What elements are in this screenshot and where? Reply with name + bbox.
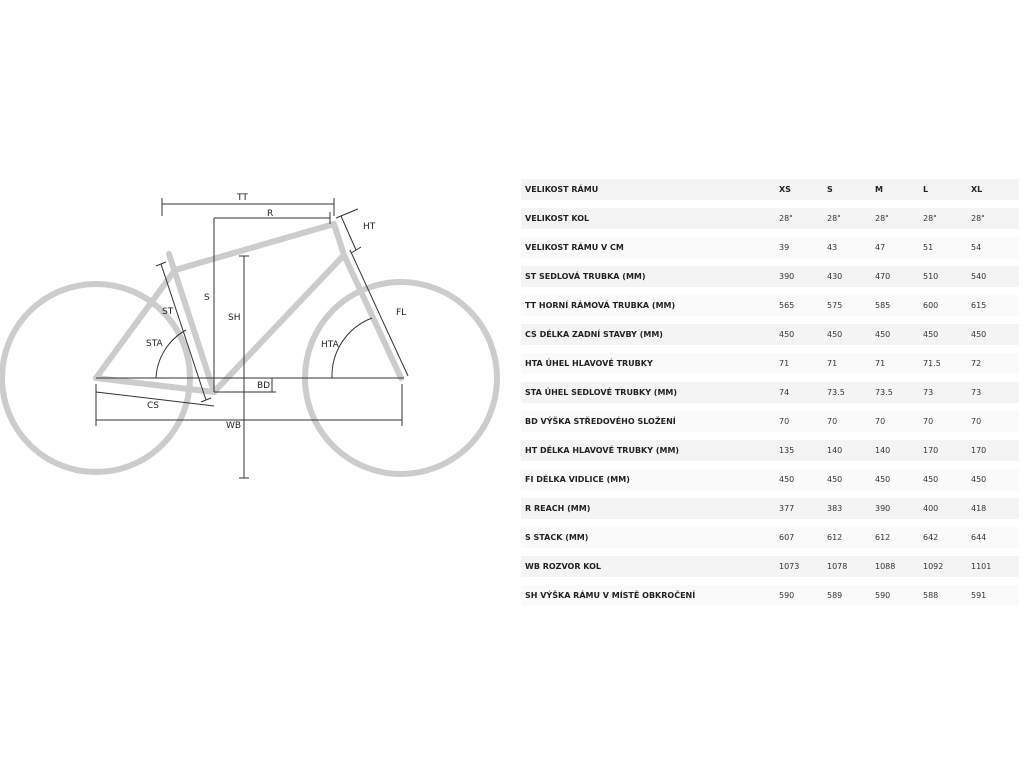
row-value: 43 xyxy=(827,237,875,266)
row-label: TT HORNÍ RÁMOVÁ TRUBKA (MM) xyxy=(521,295,779,324)
row-value: 1073 xyxy=(779,556,827,585)
table-row xyxy=(521,585,1019,614)
row-value: 71 xyxy=(827,353,875,382)
label-tt: TT xyxy=(237,193,248,203)
head-tube xyxy=(334,224,344,255)
row-value: 71 xyxy=(875,353,923,382)
row-value: 170 xyxy=(971,440,1019,469)
row-label: VELIKOST RÁMU V CM xyxy=(521,237,779,266)
row-label: S STACK (MM) xyxy=(521,527,779,556)
label-fl: FL xyxy=(396,308,407,318)
header-size: L xyxy=(923,179,971,208)
row-value: 615 xyxy=(971,295,1019,324)
row-label: STA ÚHEL SEDLOVÉ TRUBKY (MM) xyxy=(521,382,779,411)
row-value: 450 xyxy=(779,469,827,498)
row-value: 450 xyxy=(875,324,923,353)
row-value: 390 xyxy=(875,498,923,527)
row-value: 28" xyxy=(971,208,1019,237)
label-s: S xyxy=(204,293,210,303)
row-value: 450 xyxy=(923,324,971,353)
row-value: 135 xyxy=(779,440,827,469)
header-size: XS xyxy=(779,179,827,208)
header-size: XL xyxy=(971,179,1019,208)
row-value: 70 xyxy=(779,411,827,440)
table-row xyxy=(521,266,1019,295)
header-label: VELIKOST RÁMU xyxy=(521,179,779,208)
table-row xyxy=(521,208,1019,237)
row-value: 418 xyxy=(971,498,1019,527)
row-value: 73.5 xyxy=(827,382,875,411)
label-hta: HTA xyxy=(321,340,339,350)
row-label: VELIKOST KOL xyxy=(521,208,779,237)
row-value: 589 xyxy=(827,585,875,614)
row-value: 644 xyxy=(971,527,1019,556)
row-value: 1078 xyxy=(827,556,875,585)
table-header-row xyxy=(521,179,1019,208)
row-value: 70 xyxy=(827,411,875,440)
row-value: 390 xyxy=(779,266,827,295)
row-value: 450 xyxy=(923,469,971,498)
table-row xyxy=(521,324,1019,353)
row-value: 575 xyxy=(827,295,875,324)
table-row xyxy=(521,556,1019,585)
row-value: 72 xyxy=(971,353,1019,382)
table-row xyxy=(521,382,1019,411)
row-value: 450 xyxy=(971,469,1019,498)
chain-stay xyxy=(96,378,214,392)
table-row xyxy=(521,237,1019,266)
label-cs: CS xyxy=(147,401,159,411)
row-value: 1088 xyxy=(875,556,923,585)
row-value: 600 xyxy=(923,295,971,324)
row-value: 28" xyxy=(779,208,827,237)
row-label: WB ROZVOR KOL xyxy=(521,556,779,585)
row-value: 71 xyxy=(779,353,827,382)
row-label: FI DÉLKA VIDLICE (MM) xyxy=(521,469,779,498)
label-sta: STA xyxy=(146,339,163,349)
row-value: 71.5 xyxy=(923,353,971,382)
row-value: 450 xyxy=(971,324,1019,353)
row-value: 588 xyxy=(923,585,971,614)
row-value: 450 xyxy=(827,469,875,498)
header-size: S xyxy=(827,179,875,208)
row-value: 450 xyxy=(875,469,923,498)
label-sh: SH xyxy=(228,313,241,323)
top-tube xyxy=(175,224,334,270)
row-value: 450 xyxy=(827,324,875,353)
row-value: 612 xyxy=(875,527,923,556)
header-size: M xyxy=(875,179,923,208)
row-label: ST SEDLOVÁ TRUBKA (MM) xyxy=(521,266,779,295)
row-value: 612 xyxy=(827,527,875,556)
row-value: 585 xyxy=(875,295,923,324)
row-value: 450 xyxy=(779,324,827,353)
row-value: 28" xyxy=(875,208,923,237)
row-value: 590 xyxy=(875,585,923,614)
table-row xyxy=(521,411,1019,440)
label-st: ST xyxy=(162,307,174,317)
row-value: 170 xyxy=(923,440,971,469)
row-value: 540 xyxy=(971,266,1019,295)
label-bd: BD xyxy=(257,381,271,391)
row-label: HTA ÚHEL HLAVOVÉ TRUBKY xyxy=(521,353,779,382)
row-label: BD VÝŠKA STŘEDOVÉHO SLOŽENÍ xyxy=(521,411,779,440)
table-row xyxy=(521,353,1019,382)
row-value: 70 xyxy=(923,411,971,440)
row-value: 642 xyxy=(923,527,971,556)
row-value: 70 xyxy=(875,411,923,440)
row-value: 28" xyxy=(827,208,875,237)
measurement-lines xyxy=(96,198,408,478)
row-label: R REACH (MM) xyxy=(521,498,779,527)
row-value: 73 xyxy=(971,382,1019,411)
row-value: 565 xyxy=(779,295,827,324)
row-value: 607 xyxy=(779,527,827,556)
row-value: 510 xyxy=(923,266,971,295)
geometry-table xyxy=(521,179,1019,614)
table-row xyxy=(521,498,1019,527)
row-value: 470 xyxy=(875,266,923,295)
table-row xyxy=(521,440,1019,469)
fork xyxy=(344,255,401,378)
row-value: 400 xyxy=(923,498,971,527)
table-row xyxy=(521,527,1019,556)
row-value: 140 xyxy=(875,440,923,469)
row-value: 51 xyxy=(923,237,971,266)
row-value: 70 xyxy=(971,411,1019,440)
row-value: 377 xyxy=(779,498,827,527)
row-value: 140 xyxy=(827,440,875,469)
row-label: HT DÉLKA HLAVOVÉ TRUBKY (MM) xyxy=(521,440,779,469)
row-value: 430 xyxy=(827,266,875,295)
row-label: CS DÉLKA ZADNÍ STAVBY (MM) xyxy=(521,324,779,353)
row-value: 74 xyxy=(779,382,827,411)
row-value: 1092 xyxy=(923,556,971,585)
label-r: R xyxy=(267,209,274,219)
row-value: 591 xyxy=(971,585,1019,614)
row-value: 1101 xyxy=(971,556,1019,585)
label-ht: HT xyxy=(363,222,376,232)
row-value: 383 xyxy=(827,498,875,527)
row-value: 590 xyxy=(779,585,827,614)
table-row xyxy=(521,469,1019,498)
bike-geometry-diagram xyxy=(0,0,510,768)
row-value: 28" xyxy=(923,208,971,237)
row-value: 39 xyxy=(779,237,827,266)
row-value: 73.5 xyxy=(875,382,923,411)
row-value: 73 xyxy=(923,382,971,411)
row-value: 47 xyxy=(875,237,923,266)
row-value: 54 xyxy=(971,237,1019,266)
label-wb: WB xyxy=(226,421,242,431)
row-label: SH VÝŠKA RÁMU V MÍSTĚ OBKROČENÍ xyxy=(521,585,779,614)
table-row xyxy=(521,295,1019,324)
